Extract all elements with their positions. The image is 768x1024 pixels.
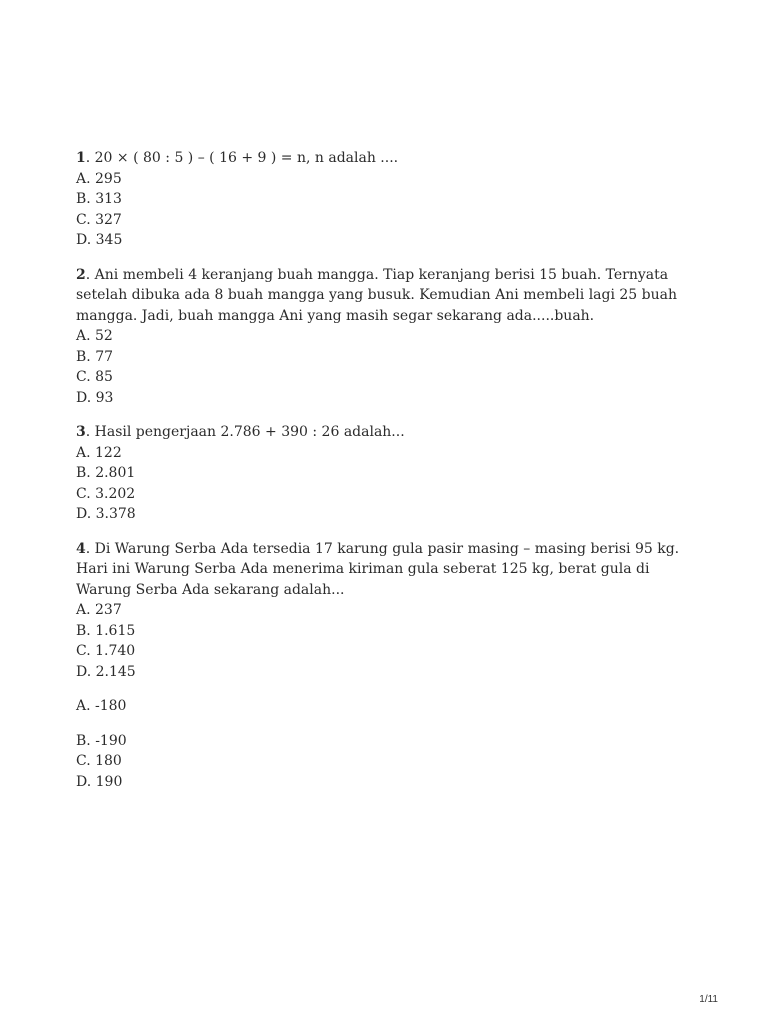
option-b: B. -190 (76, 732, 127, 749)
option-d: D. 3.378 (76, 506, 136, 522)
option-a: A. 295 (76, 170, 122, 187)
question-text: . Hasil pengerjaan 2.786 + 390 : 26 adalah... (85, 424, 405, 440)
extra-options-list (76, 731, 696, 793)
question-3-text (76, 422, 696, 443)
question-1 (76, 148, 696, 251)
option-b: B. 1.615 (76, 622, 136, 639)
option-d: D. 2.145 (76, 663, 136, 680)
option-c: C. 327 (76, 211, 122, 228)
question-2 (76, 265, 696, 409)
option-d: D. 93 (76, 389, 114, 406)
options-list (76, 326, 696, 408)
option-b: B. 77 (76, 348, 114, 365)
page-indicator: 1/11 (699, 994, 718, 1005)
question-text: . Ani membeli 4 keranjang buah mangga. Tiap keranjang berisi 15 buah. Ternyata setelah dibuka ada 8 buah mangga yang busuk. Kemudian Ani membeli lagi 25 buah mangga. Jadi, buah mangga Ani yang masih segar sekarang ada.....buah. (76, 266, 678, 324)
question-text: . Di Warung Serba Ada tersedia 17 karung gula pasir masing – masing berisi 95 kg. Hari ini Warung Serba Ada menerima kiriman gula seberat 125 kg, berat gula di Warung Serba Ada sekarang adalah... (76, 540, 680, 598)
question-number: 2 (76, 266, 86, 283)
question-2-text (76, 265, 696, 327)
option-c: C. 1.740 (76, 643, 136, 659)
question-number: 4 (76, 540, 86, 557)
option-b: B. 313 (76, 191, 122, 207)
option-a: A. -180 (76, 698, 127, 714)
document-body (76, 148, 696, 792)
question-4 (76, 539, 696, 683)
option-d: D. 190 (76, 773, 123, 790)
question-number: 1 (76, 150, 86, 166)
option-d: D. 345 (76, 232, 123, 248)
question-1-text (76, 148, 696, 169)
extra-option-a-group (76, 696, 696, 717)
options-list (76, 443, 696, 525)
question-text: . 20 × ( 80 : 5 ) – ( 16 + 9 ) = n, n adalah .... (85, 150, 399, 166)
option-c: C. 3.202 (76, 485, 136, 502)
question-4-text (76, 539, 696, 601)
option-a: A. 122 (76, 444, 122, 461)
option-c: C. 180 (76, 753, 122, 769)
option-a: A. 237 (76, 602, 122, 618)
question-number: 3 (76, 424, 86, 440)
options-list (76, 600, 696, 682)
option-c: C. 85 (76, 369, 113, 385)
option-b: B. 2.801 (76, 465, 136, 481)
options-list (76, 169, 696, 251)
option-a: A. 52 (76, 328, 113, 344)
question-3 (76, 422, 696, 525)
